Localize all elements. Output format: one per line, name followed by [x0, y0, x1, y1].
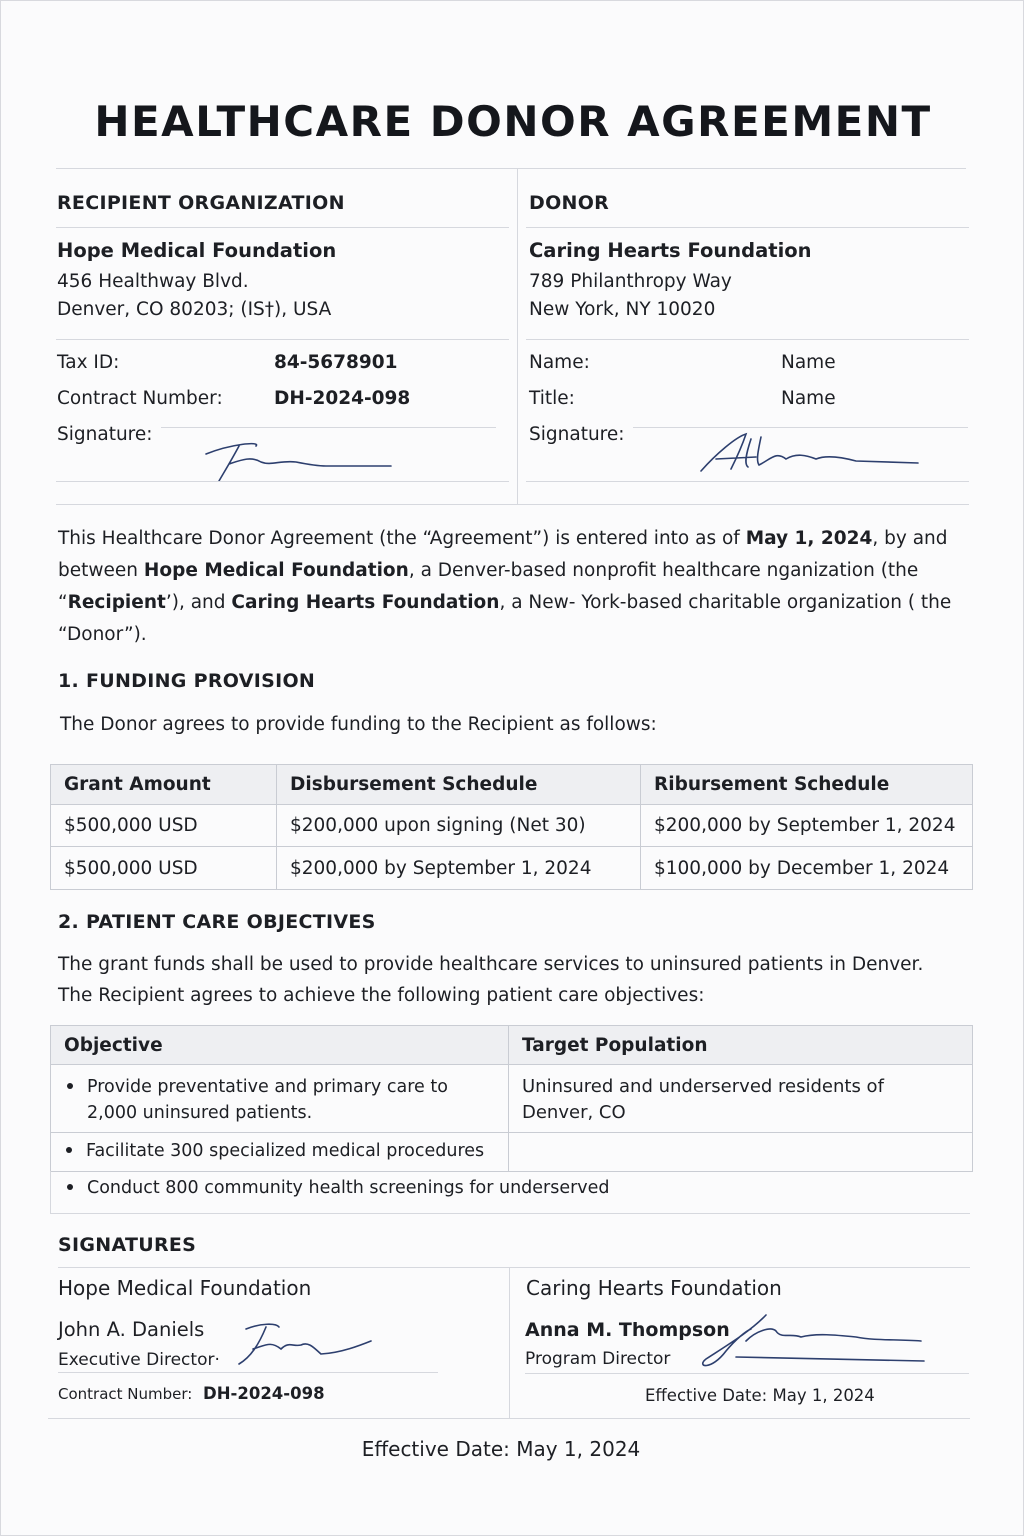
tax-id-value: 84-5678901	[274, 352, 398, 373]
intro-text: , a New‑ York-based charitable organization ( the “Donor”).	[58, 592, 952, 645]
donor-name-value: Name	[781, 352, 836, 373]
left-contract-value: DH-2024-098	[203, 1384, 325, 1403]
left-org: Hope Medical Foundation	[58, 1276, 312, 1300]
divider	[56, 504, 969, 505]
agreement-date: May 1, 2024	[745, 528, 873, 549]
divider	[56, 339, 509, 340]
donor-signature	[696, 429, 926, 479]
left-signer-name: John A. Daniels	[58, 1318, 205, 1341]
document-title: HEALTHCARE DONOR AGREEMENT	[94, 97, 932, 146]
right-effective-date: Effective Date: May 1, 2024	[645, 1386, 875, 1405]
recipient-signature	[201, 436, 401, 486]
recipient-address-line2: Denver, CO 80203; (IS†), USA	[57, 299, 332, 320]
footer-effective-date: Effective Date: May 1, 2024	[361, 1437, 641, 1461]
signature-line	[525, 1373, 969, 1374]
recipient-heading: RECIPIENT ORGANIZATION	[57, 192, 345, 214]
table-cell	[51, 1133, 509, 1172]
column-header: Objective	[51, 1026, 509, 1065]
donor-heading: DONOR	[529, 192, 610, 214]
donor-name: Caring Hearts Foundation	[529, 239, 812, 262]
column-header: Disbursement Schedule	[277, 765, 641, 805]
recipient-ref: Hope Medical Foundation	[143, 560, 409, 581]
section1-heading: 1. FUNDING PROVISION	[58, 670, 316, 692]
recipient-signature-label: Signature:	[57, 424, 153, 445]
objective-text: Facilitate 300 specialized medical procedures	[86, 1141, 485, 1161]
bullet-icon	[67, 1083, 73, 1089]
divider	[50, 1171, 51, 1213]
donor-address-line1: 789 Philanthropy Way	[529, 271, 732, 292]
section2-text-line2: The Recipient agrees to achieve the following patient care objectives:	[58, 985, 705, 1006]
bullet-icon	[66, 1147, 72, 1153]
divider	[48, 1418, 970, 1419]
table-header-row	[51, 765, 973, 805]
signature-line	[161, 427, 496, 428]
recipient-address-line1: 456 Healthway Blvd.	[57, 271, 249, 292]
right-signer-title: Program Director	[525, 1349, 671, 1369]
objective-extra	[65, 1178, 610, 1198]
intro-text: This Healthcare Donor Agreement (the “Agreement”) is entered into as of	[58, 528, 746, 549]
divider	[517, 168, 518, 504]
funding-table	[50, 764, 973, 890]
donor-name-label: Name:	[529, 352, 590, 373]
section1-text: The Donor agrees to provide funding to the Recipient as follows:	[60, 714, 657, 735]
table-cell: $500,000 USD	[51, 805, 277, 847]
divider	[58, 1267, 970, 1268]
table-cell	[509, 1133, 973, 1172]
table-cell	[51, 1065, 509, 1133]
donor-signature-label: Signature:	[529, 424, 625, 445]
left-contract-label: Contract Number:	[58, 1385, 193, 1403]
donor-address-line2: New York, NY 10020	[529, 299, 716, 320]
divider	[509, 1267, 510, 1418]
tax-id-label: Tax ID:	[57, 352, 120, 373]
column-header: Grant Amount	[51, 765, 277, 805]
table-row	[51, 805, 973, 847]
table-row	[51, 847, 973, 890]
donor-title-value: Name	[781, 388, 836, 409]
recipient-name: Hope Medical Foundation	[57, 239, 337, 262]
table-cell: Uninsured and underserved residents of Denver, CO	[509, 1065, 973, 1133]
intro-paragraph	[58, 523, 978, 651]
divider	[50, 1213, 970, 1214]
intro-text: , by and between	[58, 528, 948, 581]
section2-text-line1: The grant funds shall be used to provide healthcare services to uninsured patients in Denver.	[58, 954, 924, 975]
contract-number-label: Contract Number:	[57, 388, 223, 409]
objective-text: Conduct 800 community health screenings for underserved	[87, 1178, 610, 1198]
donor-ref: Caring Hearts Foundation	[231, 592, 500, 613]
table-cell: $100,000 by December 1, 2024	[641, 847, 973, 890]
table-row	[51, 1065, 973, 1133]
left-signer-title: Executive Director·	[58, 1350, 220, 1370]
left-signature	[231, 1319, 381, 1369]
right-org: Caring Hearts Foundation	[526, 1276, 782, 1300]
table-cell: $200,000 by September 1, 2024	[277, 847, 641, 890]
donor-title-label: Title:	[529, 388, 575, 409]
right-signature	[696, 1311, 926, 1371]
signature-line	[58, 1372, 438, 1373]
bullet-icon	[67, 1184, 73, 1190]
intro-text: ’), and	[165, 592, 232, 613]
table-cell: $200,000 by September 1, 2024	[641, 805, 973, 847]
table-cell: $200,000 upon signing (Net 30)	[277, 805, 641, 847]
divider	[526, 339, 969, 340]
divider	[56, 168, 966, 169]
column-header: Ribursement Schedule	[641, 765, 973, 805]
table-cell: $500,000 USD	[51, 847, 277, 890]
divider	[56, 227, 509, 228]
divider	[526, 481, 969, 482]
divider	[56, 481, 509, 482]
divider	[526, 227, 969, 228]
table-row	[51, 1133, 973, 1172]
signatures-heading: SIGNATURES	[58, 1234, 197, 1256]
column-header: Target Population	[509, 1026, 973, 1065]
contract-number-value: DH-2024-098	[274, 388, 411, 409]
table-header-row	[51, 1026, 973, 1065]
objective-text: Provide preventative and primary care to 2,000 uninsured patients.	[87, 1077, 448, 1123]
intro-text: , a Denver-based nonprofit healthcare nganization (the “	[58, 560, 919, 613]
right-signer-name: Anna M. Thompson	[525, 1319, 730, 1341]
signature-line	[633, 427, 968, 428]
objectives-table	[50, 1025, 973, 1172]
section2-heading: 2. PATIENT CARE OBJECTIVES	[58, 911, 376, 933]
recipient-term: Recipient	[67, 592, 166, 613]
